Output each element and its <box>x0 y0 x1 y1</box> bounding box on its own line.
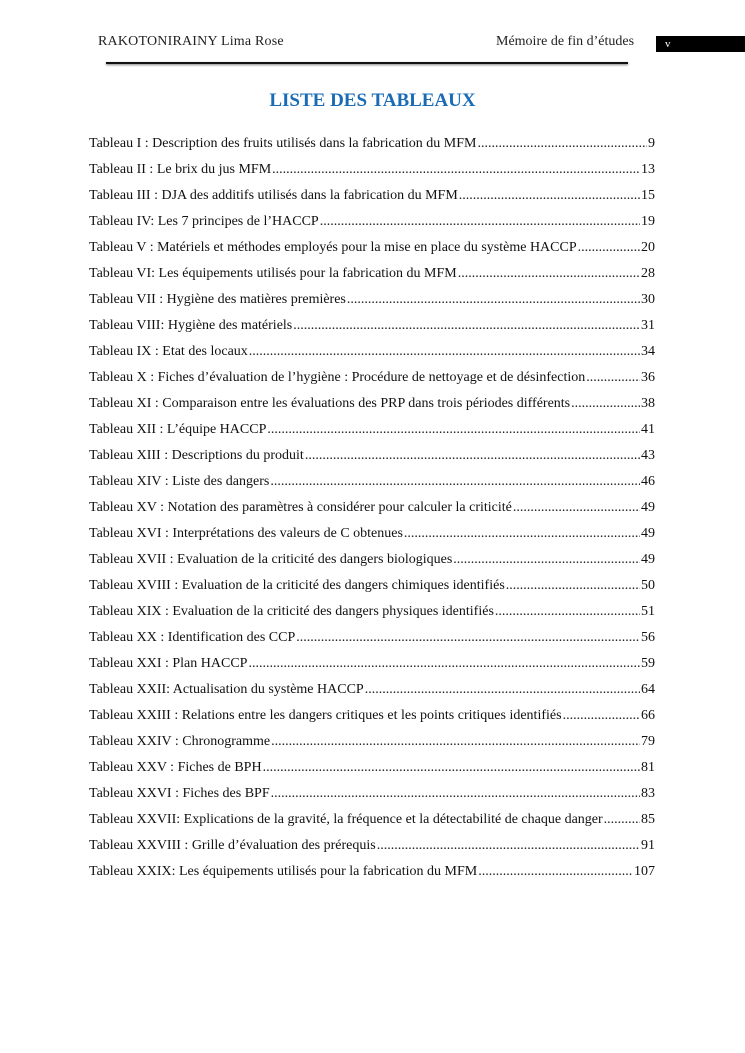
dot-leader <box>478 862 633 882</box>
toc-entry-label: Tableau XXVII: Explications de la gravité, la fréquence et la détectabilité de chaque danger <box>89 812 603 827</box>
toc-entry-label: Tableau XIII : Descriptions du produit <box>89 448 304 463</box>
toc-entry-page: 43 <box>641 448 655 463</box>
toc-entry-label: Tableau XXIX: Les équipements utilisés pour la fabrication du MFM <box>89 864 478 879</box>
toc-entry-label: Tableau VIII: Hygiène des matériels <box>89 318 293 333</box>
toc-entry-page: 64 <box>641 682 655 697</box>
toc-entry-28[interactable] <box>89 836 655 862</box>
toc-entry-label: Tableau XXIV : Chronogramme <box>89 734 271 749</box>
toc-entry-page: 31 <box>641 318 655 333</box>
toc-entry-5[interactable] <box>89 238 655 264</box>
dot-leader <box>377 836 640 856</box>
toc-entry-page: 38 <box>641 396 655 411</box>
dot-leader <box>263 758 640 778</box>
toc-entry-21[interactable] <box>89 654 655 680</box>
toc-entry-page: 79 <box>641 734 655 749</box>
toc-entry-label: Tableau III : DJA des additifs utilisés dans la fabrication du MFM <box>89 188 458 203</box>
dot-leader <box>459 186 640 206</box>
toc-entry-page: 56 <box>641 630 655 645</box>
toc-entry-label: Tableau XVII : Evaluation de la criticité des dangers biologiques <box>89 552 453 567</box>
toc-entry-label: Tableau XXVIII : Grille d’évaluation des prérequis <box>89 838 376 853</box>
toc-entry-7[interactable] <box>89 290 655 316</box>
toc-entry-23[interactable] <box>89 706 655 732</box>
toc-entry-label: Tableau IX : Etat des locaux <box>89 344 248 359</box>
toc-entry-page: 85 <box>641 812 655 827</box>
toc-entry-page: 46 <box>641 474 655 489</box>
toc-entry-label: Tableau V : Matériels et méthodes employés pour la mise en place du système HACCP <box>89 240 577 255</box>
toc-entry-2[interactable] <box>89 160 655 186</box>
toc-entry-12[interactable] <box>89 420 655 446</box>
dot-leader <box>506 576 640 596</box>
toc-entry-page: 59 <box>641 656 655 671</box>
dot-leader <box>305 446 640 466</box>
toc-entry-13[interactable] <box>89 446 655 472</box>
toc-entry-label: Tableau XIX : Evaluation de la criticité des dangers physiques identifiés <box>89 604 494 619</box>
dot-leader <box>267 420 640 440</box>
page-number-tab: v <box>656 36 745 52</box>
toc-entry-label: Tableau I : Description des fruits utilisés dans la fabrication du MFM <box>89 136 477 151</box>
toc-entry-label: Tableau XI : Comparaison entre les évaluations des PRP dans trois périodes différents <box>89 396 571 411</box>
toc-entry-page: 91 <box>641 838 655 853</box>
dot-leader <box>270 472 640 492</box>
toc-entry-3[interactable] <box>89 186 655 212</box>
toc-entry-14[interactable] <box>89 472 655 498</box>
dot-leader <box>586 368 640 388</box>
dot-leader <box>604 810 640 830</box>
toc-entry-label: Tableau VII : Hygiène des matières premières <box>89 292 346 307</box>
toc-entry-page: 20 <box>641 240 655 255</box>
toc-entry-page: 28 <box>641 266 655 281</box>
toc-entry-page: 81 <box>641 760 655 775</box>
toc-entry-11[interactable] <box>89 394 655 420</box>
toc-entry-24[interactable] <box>89 732 655 758</box>
toc-entry-label: Tableau XVIII : Evaluation de la criticité des dangers chimiques identifiés <box>89 578 505 593</box>
toc-entry-8[interactable] <box>89 316 655 342</box>
dot-leader <box>477 134 647 154</box>
toc-entry-9[interactable] <box>89 342 655 368</box>
toc-entry-15[interactable] <box>89 498 655 524</box>
dot-leader <box>453 550 640 570</box>
toc-entry-page: 49 <box>641 526 655 541</box>
toc-entry-18[interactable] <box>89 576 655 602</box>
toc-entry-22[interactable] <box>89 680 655 706</box>
toc-entry-6[interactable] <box>89 264 655 290</box>
toc-entry-20[interactable] <box>89 628 655 654</box>
toc-entry-label: Tableau XII : L’équipe HACCP <box>89 422 267 437</box>
toc-entry-page: 49 <box>641 500 655 515</box>
dot-leader <box>495 602 640 622</box>
dot-leader <box>272 160 640 180</box>
toc-entry-page: 9 <box>648 136 655 151</box>
toc-entry-page: 41 <box>641 422 655 437</box>
toc-entry-page: 66 <box>641 708 655 723</box>
header-divider <box>106 62 628 64</box>
toc-entry-26[interactable] <box>89 784 655 810</box>
toc-entry-4[interactable] <box>89 212 655 238</box>
dot-leader <box>571 394 640 414</box>
toc-entry-page: 13 <box>641 162 655 177</box>
page-title: LISTE DES TABLEAUX <box>269 90 476 111</box>
toc-entry-page: 36 <box>641 370 655 385</box>
dot-leader <box>404 524 640 544</box>
toc-entry-page: 30 <box>641 292 655 307</box>
dot-leader <box>271 732 640 752</box>
toc-entry-label: Tableau II : Le brix du jus MFM <box>89 162 272 177</box>
dot-leader <box>578 238 640 258</box>
toc-entry-label: Tableau X : Fiches d’évaluation de l’hygiène : Procédure de nettoyage et de désinfection <box>89 370 586 385</box>
dot-leader <box>248 654 640 674</box>
header-document-title: Mémoire de fin d’études <box>496 34 635 49</box>
toc-entry-1[interactable] <box>89 134 655 160</box>
toc-entry-label: Tableau XV : Notation des paramètres à considérer pour calculer la criticité <box>89 500 512 515</box>
list-of-tables <box>89 134 655 888</box>
dot-leader <box>365 680 640 700</box>
dot-leader <box>271 784 640 804</box>
toc-entry-label: Tableau XIV : Liste des dangers <box>89 474 270 489</box>
toc-entry-page: 107 <box>634 864 655 879</box>
toc-entry-label: Tableau XXII: Actualisation du système HACCP <box>89 682 364 697</box>
toc-entry-page: 15 <box>641 188 655 203</box>
toc-entry-10[interactable] <box>89 368 655 394</box>
dot-leader <box>293 316 640 336</box>
toc-entry-label: Tableau XXIII : Relations entre les dangers critiques et les points critiques identifiés <box>89 708 562 723</box>
toc-entry-17[interactable] <box>89 550 655 576</box>
header-author: RAKOTONIRAINY Lima Rose <box>98 34 284 49</box>
toc-entry-19[interactable] <box>89 602 655 628</box>
toc-entry-page: 19 <box>641 214 655 229</box>
toc-entry-label: Tableau VI: Les équipements utilisés pour la fabrication du MFM <box>89 266 457 281</box>
toc-entry-label: Tableau XXV : Fiches de BPH <box>89 760 262 775</box>
toc-entry-27[interactable] <box>89 810 655 836</box>
toc-entry-16[interactable] <box>89 524 655 550</box>
toc-entry-page: 49 <box>641 552 655 567</box>
toc-entry-label: Tableau IV: Les 7 principes de l’HACCP <box>89 214 319 229</box>
dot-leader <box>563 706 640 726</box>
toc-entry-page: 83 <box>641 786 655 801</box>
dot-leader <box>347 290 640 310</box>
toc-entry-label: Tableau XX : Identification des CCP <box>89 630 296 645</box>
toc-entry-page: 51 <box>641 604 655 619</box>
toc-entry-label: Tableau XXVI : Fiches des BPF <box>89 786 270 801</box>
dot-leader <box>249 342 640 362</box>
dot-leader <box>320 212 640 232</box>
dot-leader <box>296 628 640 648</box>
toc-entry-29[interactable] <box>89 862 655 888</box>
dot-leader <box>513 498 640 518</box>
toc-entry-page: 50 <box>641 578 655 593</box>
toc-entry-page: 34 <box>641 344 655 359</box>
toc-entry-label: Tableau XXI : Plan HACCP <box>89 656 248 671</box>
dot-leader <box>458 264 640 284</box>
toc-entry-label: Tableau XVI : Interprétations des valeurs de C obtenues <box>89 526 403 541</box>
toc-entry-25[interactable] <box>89 758 655 784</box>
